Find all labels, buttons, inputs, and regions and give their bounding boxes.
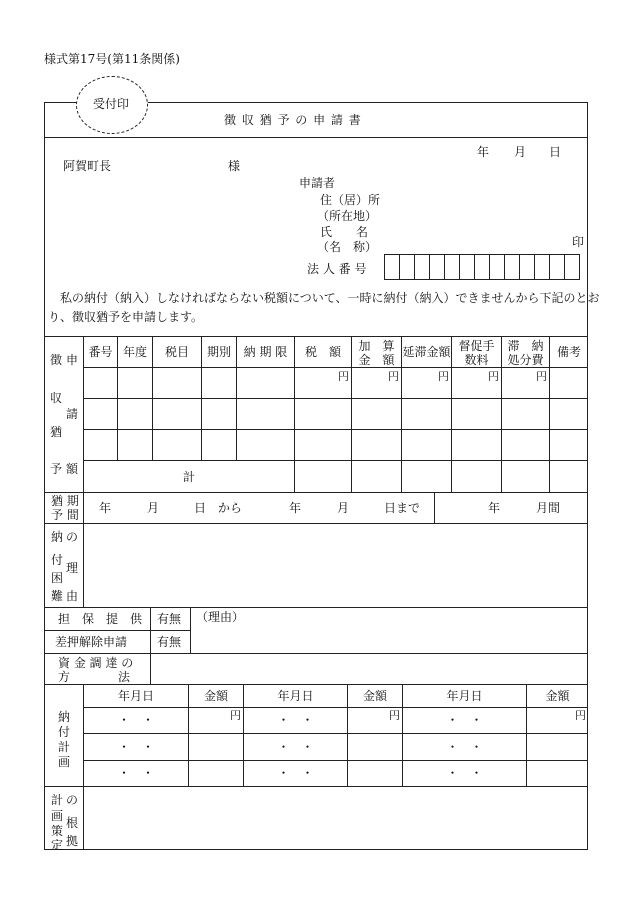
funding-label-2: 方 法 [58, 670, 131, 684]
divider [83, 460, 588, 461]
sama: 様 [228, 159, 241, 173]
divider [44, 684, 588, 685]
header-tax-item: 税目 [164, 345, 189, 359]
reason-char: 付 [51, 553, 64, 567]
collateral-reason-label: （理由） [196, 610, 245, 624]
name-label: 氏 名 [320, 225, 369, 239]
header-period: 期別 [206, 345, 231, 359]
plan-side-char: 計 [58, 740, 71, 754]
form-frame [44, 102, 588, 850]
col-line [549, 336, 550, 492]
funding-label-1: 資 金 調 達 の [58, 656, 134, 670]
header-kasan-sub: 金 額 [358, 353, 395, 367]
divider [44, 137, 588, 138]
reason-char: 困 [51, 571, 64, 585]
reason-char: 由 [66, 589, 79, 603]
divider [44, 786, 588, 787]
basis-char: 定 [51, 838, 64, 852]
plan-date-dots: ・ ・ [446, 713, 483, 727]
addressee: 阿賀町長 [63, 159, 112, 173]
divider [44, 630, 190, 631]
name-sub-label: （名 称） [317, 240, 378, 254]
header-number: 番号 [88, 345, 113, 359]
plan-date-dots: ・ ・ [446, 740, 483, 754]
yen-mark: 円 [438, 370, 449, 383]
plan-date-dots: ・ ・ [446, 766, 483, 780]
period-from-year: 年 [99, 501, 112, 515]
period-years: 年 [488, 501, 501, 515]
corp-number-boxes[interactable] [384, 254, 580, 280]
collateral-yes-no[interactable]: 有無 [157, 612, 182, 626]
tax-side-char: 収 [50, 391, 63, 405]
date-month: 月 [514, 145, 527, 159]
header-reminder-fee-sub: 数料 [464, 353, 489, 367]
col-line [83, 523, 84, 607]
seal-mark: 印 [572, 235, 585, 249]
header-tax-amount: 税 額 [304, 345, 341, 359]
header-disposition-fee-sub: 処分費 [507, 353, 544, 367]
header-late-fee: 延滞金額 [402, 345, 451, 359]
reason-char: 難 [51, 589, 64, 603]
divider [83, 429, 588, 430]
plan-date-dots: ・ ・ [117, 740, 154, 754]
seizure-release-label: 差押解除申請 [55, 635, 128, 649]
plan-side-char: 画 [58, 755, 71, 769]
plan-side-char: 付 [58, 725, 71, 739]
yen-mark: 円 [488, 370, 499, 383]
period-to-year: 年 [289, 501, 302, 515]
col-line [294, 336, 295, 492]
divider [44, 607, 588, 608]
divider [44, 492, 588, 493]
form-number: 様式第17号(第11条関係) [44, 52, 180, 66]
divider [44, 523, 588, 524]
header-reminder-fee: 督促手 [458, 339, 495, 353]
header-year: 年度 [122, 345, 147, 359]
plan-side-char: 納 [58, 710, 71, 724]
statement-line-1: 私の納付（納入）しなければならない税額について、一時に納付（納入）できませんから下記のとお [48, 291, 600, 305]
divider [44, 653, 588, 654]
reason-char: 納 [51, 530, 64, 544]
header-disposition-fee: 滞 納 [507, 339, 544, 353]
divider [83, 367, 588, 368]
period-to-day: 日まで [384, 501, 421, 515]
collateral-label: 担 保 提 供 [58, 612, 143, 626]
basis-char: 計 [51, 793, 64, 807]
period-from-month: 月 [147, 501, 160, 515]
header-due-date: 納 期 限 [243, 345, 288, 359]
address-label: 住（居）所 [320, 193, 381, 207]
col-line [190, 607, 191, 653]
period-to-month: 月 [337, 501, 350, 515]
plan-date-dots: ・ ・ [117, 713, 154, 727]
tax-side-char: 申 [66, 353, 79, 367]
col-line [401, 336, 402, 492]
period-months: 月間 [536, 501, 561, 515]
divider [83, 707, 588, 708]
total-label: 計 [183, 470, 196, 484]
plan-yen-mark: 円 [575, 709, 586, 722]
basis-char: 根 [66, 816, 79, 830]
col-line [150, 653, 151, 684]
applicant-label: 申請者 [299, 176, 336, 190]
plan-amount-header: 金額 [362, 689, 387, 703]
plan-date-header: 年月日 [117, 689, 154, 703]
basis-char: 拠 [66, 834, 79, 848]
col-line [83, 786, 84, 850]
form-title: 徴 収 猶 予 の 申 請 書 [224, 113, 362, 127]
plan-date-dots: ・ ・ [277, 766, 314, 780]
tax-side-char: 徴 [50, 353, 63, 367]
reason-char: の [66, 530, 79, 544]
plan-amount-header: 金額 [203, 689, 228, 703]
reason-char: 理 [66, 561, 79, 575]
plan-date-header: 年月日 [277, 689, 314, 703]
seizure-yes-no[interactable]: 有無 [157, 635, 182, 649]
yen-mark: 円 [338, 370, 349, 383]
period-label-1: 猶 期 [51, 494, 79, 508]
yen-mark: 円 [536, 370, 547, 383]
divider [44, 336, 588, 337]
plan-yen-mark: 円 [230, 709, 241, 722]
basis-char: 画 [51, 809, 64, 823]
date-year: 年 [477, 145, 490, 159]
basis-char: の [66, 793, 79, 807]
corp-number-label: 法 人 番 号 [307, 262, 367, 276]
plan-date-dots: ・ ・ [277, 713, 314, 727]
address-sub-label: （所在地） [317, 209, 378, 223]
date-day: 日 [549, 145, 562, 159]
divider [83, 760, 588, 761]
period-from-day: 日 から [194, 501, 243, 515]
tax-side-char: 猶 [50, 425, 63, 439]
plan-yen-mark: 円 [389, 709, 400, 722]
stamp-label: 受付印 [93, 97, 130, 111]
period-label-2: 予 間 [51, 508, 79, 522]
tax-side-char: 予 [50, 462, 63, 476]
tax-side-char: 額 [66, 462, 79, 476]
header-kasan: 加 算 [358, 339, 395, 353]
plan-date-header: 年月日 [446, 689, 483, 703]
divider [83, 733, 588, 734]
col-line [150, 607, 151, 653]
col-line [83, 336, 84, 492]
statement-line-2: り、徴収猶予を申請します。 [48, 310, 204, 324]
divider [83, 398, 588, 399]
col-line [434, 492, 435, 523]
tax-side-char: 請 [66, 407, 79, 421]
plan-date-dots: ・ ・ [277, 740, 314, 754]
plan-amount-header: 金額 [545, 689, 570, 703]
col-line [83, 492, 84, 523]
header-remarks: 備考 [556, 345, 581, 359]
yen-mark: 円 [388, 370, 399, 383]
plan-date-dots: ・ ・ [117, 766, 154, 780]
basis-char: 策 [51, 824, 64, 838]
